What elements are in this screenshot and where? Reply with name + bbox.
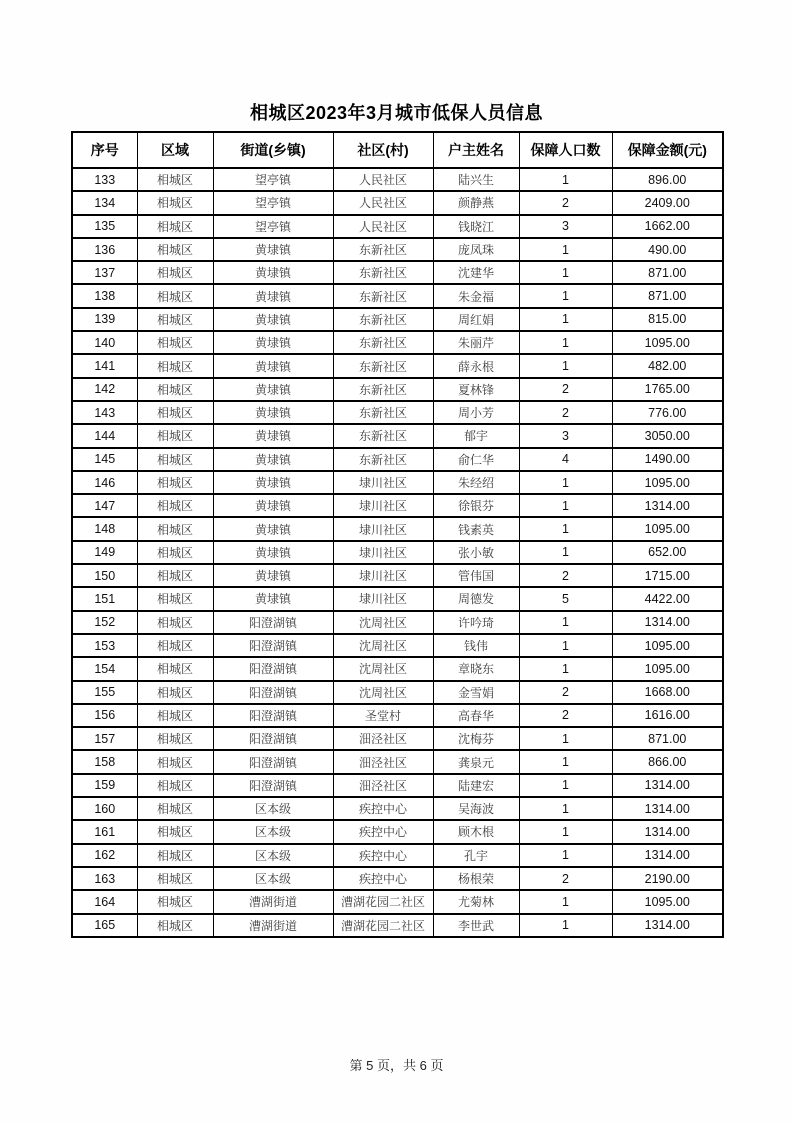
- table-cell: 135: [72, 215, 137, 238]
- table-row: [72, 657, 723, 680]
- table-cell: 1662.00: [612, 215, 723, 238]
- table-cell: 151: [72, 587, 137, 610]
- table-cell: 东新社区: [333, 238, 433, 261]
- table-cell: 146: [72, 471, 137, 494]
- table-cell: 1: [519, 238, 612, 261]
- table-cell: 尤菊林: [433, 890, 519, 913]
- table-cell: 许吟琦: [433, 611, 519, 634]
- table-cell: 2: [519, 378, 612, 401]
- table-cell: 区本级: [213, 867, 333, 890]
- table-cell: 1: [519, 354, 612, 377]
- table-cell: 1314.00: [612, 611, 723, 634]
- table-cell: 2: [519, 401, 612, 424]
- table-cell: 1095.00: [612, 634, 723, 657]
- column-header: 街道(乡镇): [213, 132, 333, 168]
- table-cell: 埭川社区: [333, 564, 433, 587]
- table-cell: 黄埭镇: [213, 541, 333, 564]
- table-cell: 1: [519, 471, 612, 494]
- table-cell: 章晓东: [433, 657, 519, 680]
- table-cell: 相城区: [137, 191, 213, 214]
- table-cell: 黄埭镇: [213, 471, 333, 494]
- table-cell: 158: [72, 750, 137, 773]
- table-cell: 1314.00: [612, 914, 723, 937]
- table-cell: 人民社区: [333, 191, 433, 214]
- table-cell: 1: [519, 797, 612, 820]
- table-cell: 3: [519, 424, 612, 447]
- column-header: 社区(村): [333, 132, 433, 168]
- table-row: [72, 867, 723, 890]
- table-cell: 482.00: [612, 354, 723, 377]
- table-row: [72, 308, 723, 331]
- table-cell: 143: [72, 401, 137, 424]
- table-cell: 138: [72, 284, 137, 307]
- table-cell: 相城区: [137, 494, 213, 517]
- table-row: [72, 331, 723, 354]
- table-cell: 东新社区: [333, 354, 433, 377]
- table-cell: 776.00: [612, 401, 723, 424]
- table-cell: 钱素英: [433, 517, 519, 540]
- table-row: [72, 401, 723, 424]
- table-cell: 1: [519, 168, 612, 191]
- table-row: [72, 727, 723, 750]
- table-cell: 沺泾社区: [333, 727, 433, 750]
- table-cell: 866.00: [612, 750, 723, 773]
- table-cell: 相城区: [137, 284, 213, 307]
- table-cell: 1668.00: [612, 681, 723, 704]
- table-cell: 相城区: [137, 261, 213, 284]
- table-cell: 相城区: [137, 634, 213, 657]
- table-cell: 相城区: [137, 215, 213, 238]
- page-title: 相城区2023年3月城市低保人员信息: [249, 103, 544, 123]
- table-cell: 相城区: [137, 867, 213, 890]
- table-cell: 漕湖街道: [213, 890, 333, 913]
- table-cell: 漕湖街道: [213, 914, 333, 937]
- table-cell: 朱经绍: [433, 471, 519, 494]
- table-cell: 朱丽芹: [433, 331, 519, 354]
- table-row: [72, 494, 723, 517]
- table-cell: 2: [519, 681, 612, 704]
- table-cell: 庞凤珠: [433, 238, 519, 261]
- table-cell: 652.00: [612, 541, 723, 564]
- table-cell: 1616.00: [612, 704, 723, 727]
- table-cell: 沈周社区: [333, 681, 433, 704]
- table-row: [72, 191, 723, 214]
- table-row: [72, 354, 723, 377]
- table-row: [72, 820, 723, 843]
- table-row: [72, 774, 723, 797]
- table-cell: 1: [519, 820, 612, 843]
- table-cell: 4422.00: [612, 587, 723, 610]
- table-cell: 1095.00: [612, 471, 723, 494]
- table-cell: 相城区: [137, 424, 213, 447]
- table-cell: 钱晓江: [433, 215, 519, 238]
- table-cell: 人民社区: [333, 215, 433, 238]
- table-row: [72, 890, 723, 913]
- table-cell: 141: [72, 354, 137, 377]
- table-cell: 1765.00: [612, 378, 723, 401]
- table-cell: 相城区: [137, 401, 213, 424]
- table-cell: 沈建华: [433, 261, 519, 284]
- table-cell: 徐银芬: [433, 494, 519, 517]
- table-cell: 1: [519, 634, 612, 657]
- table-cell: 相城区: [137, 657, 213, 680]
- table-cell: 疾控中心: [333, 820, 433, 843]
- table-cell: 黄埭镇: [213, 494, 333, 517]
- table-cell: 1095.00: [612, 890, 723, 913]
- table-cell: 阳澄湖镇: [213, 657, 333, 680]
- table-cell: 145: [72, 448, 137, 471]
- table-cell: 黄埭镇: [213, 238, 333, 261]
- table-cell: 1: [519, 844, 612, 867]
- table-cell: 沈周社区: [333, 611, 433, 634]
- table-cell: 疾控中心: [333, 867, 433, 890]
- table-cell: 871.00: [612, 261, 723, 284]
- table-cell: 1: [519, 890, 612, 913]
- table-cell: 5: [519, 587, 612, 610]
- table-cell: 黄埭镇: [213, 401, 333, 424]
- table-cell: 134: [72, 191, 137, 214]
- table-cell: 4: [519, 448, 612, 471]
- table-cell: 东新社区: [333, 378, 433, 401]
- table-cell: 3050.00: [612, 424, 723, 447]
- table-cell: 黄埭镇: [213, 308, 333, 331]
- table-cell: 相城区: [137, 774, 213, 797]
- table-cell: 陆建宏: [433, 774, 519, 797]
- table-cell: 136: [72, 238, 137, 261]
- table-cell: 160: [72, 797, 137, 820]
- table-cell: 1095.00: [612, 517, 723, 540]
- table-cell: 1715.00: [612, 564, 723, 587]
- table-cell: 黄埭镇: [213, 331, 333, 354]
- table-cell: 相城区: [137, 890, 213, 913]
- table-cell: 159: [72, 774, 137, 797]
- table-cell: 沈梅芬: [433, 727, 519, 750]
- column-header: 序号: [72, 132, 137, 168]
- table-cell: 163: [72, 867, 137, 890]
- table-row: [72, 168, 723, 191]
- table-cell: 相城区: [137, 727, 213, 750]
- table-cell: 黄埭镇: [213, 378, 333, 401]
- table-cell: 区本级: [213, 797, 333, 820]
- table-cell: 沈周社区: [333, 634, 433, 657]
- table-cell: 钱伟: [433, 634, 519, 657]
- table-cell: 154: [72, 657, 137, 680]
- table-cell: 2190.00: [612, 867, 723, 890]
- table-cell: 周小芳: [433, 401, 519, 424]
- table-cell: 相城区: [137, 448, 213, 471]
- table-cell: 147: [72, 494, 137, 517]
- table-cell: 相城区: [137, 471, 213, 494]
- table-cell: 黄埭镇: [213, 448, 333, 471]
- table-cell: 3: [519, 215, 612, 238]
- column-header: 户主姓名: [433, 132, 519, 168]
- table-cell: 149: [72, 541, 137, 564]
- column-header: 保障金额(元): [612, 132, 723, 168]
- table-cell: 155: [72, 681, 137, 704]
- table-row: [72, 517, 723, 540]
- table-cell: 137: [72, 261, 137, 284]
- table-cell: 815.00: [612, 308, 723, 331]
- table-cell: 1: [519, 308, 612, 331]
- table-cell: 东新社区: [333, 308, 433, 331]
- table-cell: 龚泉元: [433, 750, 519, 773]
- table-cell: 1095.00: [612, 657, 723, 680]
- table-cell: 1: [519, 727, 612, 750]
- table-cell: 疾控中心: [333, 844, 433, 867]
- table-row: [72, 611, 723, 634]
- table-row: [72, 634, 723, 657]
- table-cell: 阳澄湖镇: [213, 774, 333, 797]
- table-cell: 人民社区: [333, 168, 433, 191]
- table-cell: 顾木根: [433, 820, 519, 843]
- table-row: [72, 284, 723, 307]
- table-header-row: [72, 132, 723, 168]
- table-row: [72, 378, 723, 401]
- table-cell: 152: [72, 611, 137, 634]
- table-cell: 490.00: [612, 238, 723, 261]
- table-cell: 漕湖花园二社区: [333, 914, 433, 937]
- table-cell: 东新社区: [333, 284, 433, 307]
- table-cell: 156: [72, 704, 137, 727]
- table-cell: 张小敏: [433, 541, 519, 564]
- table-cell: 相城区: [137, 681, 213, 704]
- table-cell: 2: [519, 564, 612, 587]
- table-cell: 黄埭镇: [213, 517, 333, 540]
- table-cell: 1314.00: [612, 820, 723, 843]
- table-cell: 埭川社区: [333, 541, 433, 564]
- table-row: [72, 797, 723, 820]
- table-cell: 相城区: [137, 308, 213, 331]
- table-cell: 1: [519, 914, 612, 937]
- table-cell: 1: [519, 261, 612, 284]
- table-cell: 2: [519, 191, 612, 214]
- low-income-table: [71, 131, 724, 938]
- table-cell: 薛永根: [433, 354, 519, 377]
- table-row: [72, 844, 723, 867]
- table-row: [72, 471, 723, 494]
- table-row: [72, 750, 723, 773]
- table-cell: 相城区: [137, 564, 213, 587]
- table-cell: 1314.00: [612, 844, 723, 867]
- table-cell: 阳澄湖镇: [213, 704, 333, 727]
- table-cell: 161: [72, 820, 137, 843]
- table-cell: 2409.00: [612, 191, 723, 214]
- table-cell: 相城区: [137, 238, 213, 261]
- table-row: [72, 541, 723, 564]
- table-row: [72, 587, 723, 610]
- table-row: [72, 704, 723, 727]
- table-cell: 150: [72, 564, 137, 587]
- table-cell: 139: [72, 308, 137, 331]
- table-cell: 杨根荣: [433, 867, 519, 890]
- table-cell: 1314.00: [612, 494, 723, 517]
- table-cell: 东新社区: [333, 424, 433, 447]
- table-cell: 夏林锋: [433, 378, 519, 401]
- table-cell: 相城区: [137, 331, 213, 354]
- table-cell: 相城区: [137, 168, 213, 191]
- table-cell: 阳澄湖镇: [213, 750, 333, 773]
- table-cell: 165: [72, 914, 137, 937]
- table-cell: 沺泾社区: [333, 774, 433, 797]
- table-cell: 朱金福: [433, 284, 519, 307]
- page-number: 第 5 页，共 6 页: [349, 1058, 444, 1073]
- table-cell: 埭川社区: [333, 471, 433, 494]
- table-cell: 153: [72, 634, 137, 657]
- table-cell: 高春华: [433, 704, 519, 727]
- table-cell: 望亭镇: [213, 215, 333, 238]
- table-cell: 相城区: [137, 541, 213, 564]
- table-cell: 142: [72, 378, 137, 401]
- table-cell: 疾控中心: [333, 797, 433, 820]
- table-cell: 郁宇: [433, 424, 519, 447]
- table-cell: 2: [519, 867, 612, 890]
- table-cell: 162: [72, 844, 137, 867]
- table-cell: 漕湖花园二社区: [333, 890, 433, 913]
- table-cell: 相城区: [137, 704, 213, 727]
- table-cell: 相城区: [137, 517, 213, 540]
- table-cell: 俞仁华: [433, 448, 519, 471]
- table-cell: 李世武: [433, 914, 519, 937]
- table-cell: 阳澄湖镇: [213, 681, 333, 704]
- table-cell: 埭川社区: [333, 587, 433, 610]
- table-cell: 阳澄湖镇: [213, 727, 333, 750]
- table-cell: 1: [519, 750, 612, 773]
- table-row: [72, 238, 723, 261]
- table-cell: 相城区: [137, 750, 213, 773]
- table-cell: 133: [72, 168, 137, 191]
- table-cell: 1314.00: [612, 797, 723, 820]
- table-cell: 黄埭镇: [213, 261, 333, 284]
- table-cell: 沈周社区: [333, 657, 433, 680]
- table-cell: 2: [519, 704, 612, 727]
- table-cell: 黄埭镇: [213, 424, 333, 447]
- table-cell: 金雪娟: [433, 681, 519, 704]
- table-cell: 埭川社区: [333, 517, 433, 540]
- table-cell: 896.00: [612, 168, 723, 191]
- table-cell: 相城区: [137, 844, 213, 867]
- table-row: [72, 914, 723, 937]
- table-cell: 区本级: [213, 844, 333, 867]
- table-cell: 1314.00: [612, 774, 723, 797]
- table-cell: 吴海波: [433, 797, 519, 820]
- table-cell: 871.00: [612, 727, 723, 750]
- column-header: 保障人口数: [519, 132, 612, 168]
- table-cell: 1: [519, 494, 612, 517]
- table-cell: 相城区: [137, 820, 213, 843]
- table-cell: 157: [72, 727, 137, 750]
- table-cell: 东新社区: [333, 448, 433, 471]
- table-cell: 圣堂村: [333, 704, 433, 727]
- table-cell: 1: [519, 611, 612, 634]
- table-row: [72, 424, 723, 447]
- table-cell: 阳澄湖镇: [213, 611, 333, 634]
- table-cell: 管伟国: [433, 564, 519, 587]
- table-cell: 相城区: [137, 378, 213, 401]
- table-cell: 1: [519, 774, 612, 797]
- table-cell: 148: [72, 517, 137, 540]
- table-cell: 164: [72, 890, 137, 913]
- table-cell: 871.00: [612, 284, 723, 307]
- table-cell: 140: [72, 331, 137, 354]
- table-cell: 黄埭镇: [213, 284, 333, 307]
- table-cell: 黄埭镇: [213, 587, 333, 610]
- table-row: [72, 564, 723, 587]
- table-row: [72, 261, 723, 284]
- table-cell: 东新社区: [333, 401, 433, 424]
- table-cell: 陆兴生: [433, 168, 519, 191]
- table-cell: 阳澄湖镇: [213, 634, 333, 657]
- table-cell: 东新社区: [333, 261, 433, 284]
- table-cell: 相城区: [137, 587, 213, 610]
- table-cell: 1: [519, 331, 612, 354]
- table-cell: 1: [519, 517, 612, 540]
- table-cell: 黄埭镇: [213, 564, 333, 587]
- table-cell: 望亭镇: [213, 191, 333, 214]
- table-row: [72, 681, 723, 704]
- table-cell: 望亭镇: [213, 168, 333, 191]
- column-header: 区域: [137, 132, 213, 168]
- table-cell: 144: [72, 424, 137, 447]
- table-cell: 沺泾社区: [333, 750, 433, 773]
- table-cell: 相城区: [137, 797, 213, 820]
- table-cell: 黄埭镇: [213, 354, 333, 377]
- table-cell: 埭川社区: [333, 494, 433, 517]
- table-cell: 相城区: [137, 354, 213, 377]
- table-cell: 孔宇: [433, 844, 519, 867]
- table-cell: 颜静燕: [433, 191, 519, 214]
- table-row: [72, 215, 723, 238]
- table-cell: 1: [519, 284, 612, 307]
- table-row: [72, 448, 723, 471]
- table-cell: 相城区: [137, 914, 213, 937]
- table-cell: 区本级: [213, 820, 333, 843]
- table-cell: 1: [519, 657, 612, 680]
- table-cell: 周红娟: [433, 308, 519, 331]
- table-cell: 1: [519, 541, 612, 564]
- table-cell: 周德发: [433, 587, 519, 610]
- table-cell: 东新社区: [333, 331, 433, 354]
- table-cell: 1490.00: [612, 448, 723, 471]
- table-cell: 1095.00: [612, 331, 723, 354]
- table-cell: 相城区: [137, 611, 213, 634]
